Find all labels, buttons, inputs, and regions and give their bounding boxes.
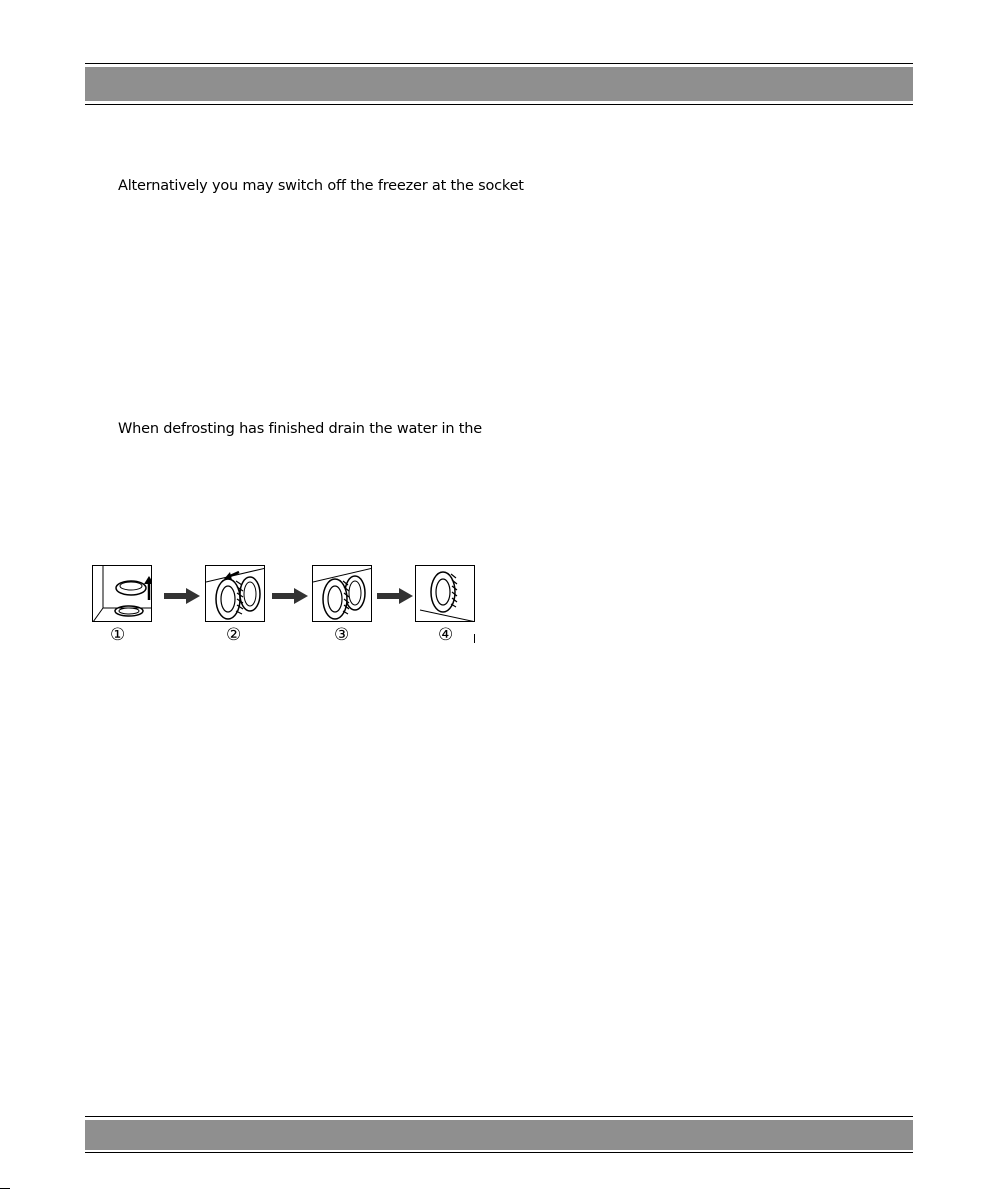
step-1-illustration: [92, 565, 152, 622]
footer-bottom-rule: [85, 1152, 913, 1153]
header-bottom-rule: [85, 104, 913, 105]
corner-mark: [0, 1188, 10, 1189]
right-arrow-icon: [377, 588, 413, 604]
footer-band: [85, 1120, 913, 1150]
paragraph-drain-water: When defrosting has finished drain the water in the: [118, 421, 482, 437]
step-4-illustration: [415, 565, 475, 622]
plug-insert-icon: [313, 566, 372, 622]
step-number-1: ①: [110, 625, 126, 645]
paragraph-switch-off: Alternatively you may switch off the freezer at the socket: [118, 178, 524, 194]
right-arrow-icon: [272, 588, 308, 604]
step-number-2: ②: [226, 625, 242, 645]
header-band: [85, 67, 913, 101]
step-2-illustration: [205, 565, 265, 622]
step-3-illustration: [312, 565, 372, 622]
plug-stored-icon: [416, 566, 475, 622]
right-arrow-icon: [164, 588, 200, 604]
header-top-rule: [85, 63, 913, 64]
footer-top-rule: [85, 1116, 913, 1117]
stray-mark: [474, 634, 475, 643]
step-number-4: ④: [438, 625, 454, 645]
drain-plug-lift-icon: [93, 566, 152, 622]
step-number-3: ③: [334, 625, 350, 645]
plug-removal-icon: [206, 566, 265, 622]
